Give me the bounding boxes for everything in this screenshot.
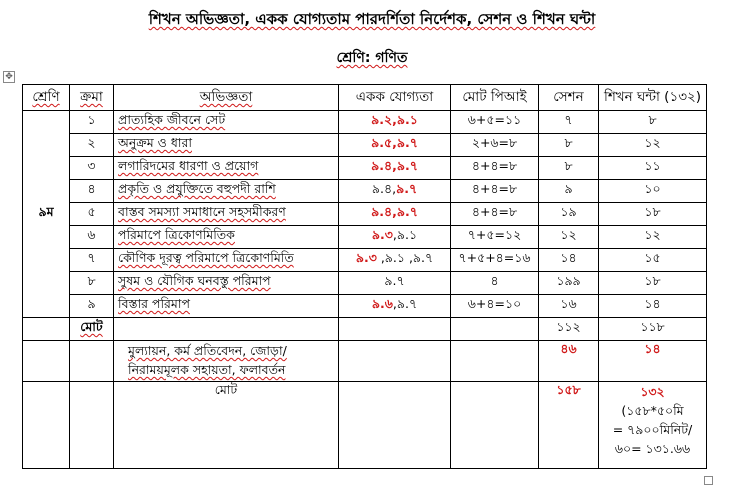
session-cell: ৮: [539, 157, 599, 180]
class-cell: ৯ম: [23, 111, 70, 318]
pi-cell: ৪+৪=৮: [451, 157, 539, 180]
table-header-row: [23, 85, 707, 111]
header-experience: অভিজ্ঞতা: [114, 85, 339, 111]
subtotal-session: ১১২: [539, 318, 599, 341]
assessment-text: মুল্যায়ন, কর্ম প্রতিবেদন, জোড়া/ নিরাময়মূলক সহায়তা, ফলাবর্তন: [114, 341, 339, 382]
header-serial: ক্রমা: [70, 85, 114, 111]
grand-total-label: মোট: [114, 382, 339, 469]
table-row: [23, 226, 707, 249]
serial-cell: ৩: [70, 157, 114, 180]
table-row: [23, 180, 707, 203]
subtotal-label: মোট: [70, 318, 114, 341]
page-subtitle: শ্রেণি: গণিত: [336, 50, 408, 66]
assessment-row: [23, 341, 707, 382]
serial-cell: ১: [70, 111, 114, 134]
pi-cell: ৬+৪=১০: [451, 295, 539, 318]
session-cell: ৯: [539, 180, 599, 203]
session-cell: ৭: [539, 111, 599, 134]
competency-cell: ৯.৪,৯.৭: [339, 180, 451, 203]
competency-cell: ৯.৭: [339, 272, 451, 295]
header-competency: একক যোগ্যতা: [339, 85, 451, 111]
competency-cell: ৯.৫,৯.৭: [339, 134, 451, 157]
competency-cell: ৯.৬,৯.৭: [339, 295, 451, 318]
header-hours: শিখন ঘন্টা (১৩২): [599, 85, 707, 111]
pi-cell: ৪+৪=৮: [451, 203, 539, 226]
competency-cell: ৯.৩,৯.১: [339, 226, 451, 249]
experience-cell: অনুক্রম ও ধারা: [114, 134, 339, 157]
experience-cell: প্রাত্যহিক জীবনে সেট: [114, 111, 339, 134]
pi-cell: ২+৬=৮: [451, 134, 539, 157]
serial-cell: ৭: [70, 249, 114, 272]
session-cell: ১৪: [539, 249, 599, 272]
serial-cell: ৪: [70, 180, 114, 203]
hours-cell: ১২: [599, 134, 707, 157]
table-row: [23, 111, 707, 134]
table-row: [23, 249, 707, 272]
hours-cell: ১৫: [599, 249, 707, 272]
header-session: সেশন: [539, 85, 599, 111]
session-cell: ১৬: [539, 295, 599, 318]
assessment-hours: ১৪: [599, 341, 707, 382]
table-row: [23, 203, 707, 226]
competency-cell: ৯.৪,৯.৭: [339, 203, 451, 226]
serial-cell: ৯: [70, 295, 114, 318]
session-cell: ১২: [539, 226, 599, 249]
experience-cell: লগারিদমের ধারণা ও প্রয়োগ: [114, 157, 339, 180]
grand-total-hours: ১৩২ (১৫৮*৫০মি = ৭৯০০মিনিট/ ৬০= ১৩১.৬৬: [599, 382, 707, 469]
experience-cell: কৌণিক দূরত্ব পরিমাপে ত্রিকোণমিতি: [114, 249, 339, 272]
move-handle-icon[interactable]: ✥: [3, 71, 15, 83]
hours-cell: ১৮: [599, 272, 707, 295]
serial-cell: ৮: [70, 272, 114, 295]
experience-cell: বিস্তার পরিমাপ: [114, 295, 339, 318]
assessment-session: ৪৬: [539, 341, 599, 382]
experience-cell: সুষম ও যৌগিক ঘনবস্তু পরিমাপ: [114, 272, 339, 295]
pi-cell: ৭+৫=১২: [451, 226, 539, 249]
curriculum-table: [22, 84, 707, 469]
table-row: [23, 295, 707, 318]
hours-cell: ১৮: [599, 203, 707, 226]
competency-cell: ৯.৩ ,৯.১ ,৯.৭: [339, 249, 451, 272]
table-row: [23, 157, 707, 180]
serial-cell: ২: [70, 134, 114, 157]
hours-cell: ১৪: [599, 295, 707, 318]
header-class: শ্রেণি: [23, 85, 70, 111]
hours-cell: ১০: [599, 180, 707, 203]
hours-cell: ১১: [599, 157, 707, 180]
experience-cell: প্রকৃতি ও প্রযুক্তিতে বহুপদী রাশি: [114, 180, 339, 203]
page-title: শিখন অভিজ্ঞতা, একক যোগ্যতাম পারদর্শিতা নির্দেশক, সেশন ও শিখন ঘন্টা: [148, 10, 596, 28]
pi-cell: ৬+৫=১১: [451, 111, 539, 134]
competency-cell: ৯.২,৯.১: [339, 111, 451, 134]
header-pi: মোট পিআই: [451, 85, 539, 111]
table-row: [23, 272, 707, 295]
grand-total-row: [23, 382, 707, 469]
serial-cell: ৫: [70, 203, 114, 226]
table-row: [23, 134, 707, 157]
subtotal-row: [23, 318, 707, 341]
serial-cell: ৬: [70, 226, 114, 249]
resize-handle-icon[interactable]: [704, 476, 713, 485]
session-cell: ১৯: [539, 203, 599, 226]
subtotal-hours: ১১৮: [599, 318, 707, 341]
competency-cell: ৯.৪,৯.৭: [339, 157, 451, 180]
hours-cell: ৮: [599, 111, 707, 134]
hours-cell: ১২: [599, 226, 707, 249]
grand-total-session: ১৫৮: [539, 382, 599, 469]
session-cell: ৮: [539, 134, 599, 157]
pi-cell: ৭+৫+৪=১৬: [451, 249, 539, 272]
session-cell: ১৯৯: [539, 272, 599, 295]
experience-cell: পরিমাপে ত্রিকোণমিতিক: [114, 226, 339, 249]
pi-cell: ৪+৪=৮: [451, 180, 539, 203]
experience-cell: বাস্তব সমস্যা সমাধানে সহসমীকরণ: [114, 203, 339, 226]
pi-cell: ৪: [451, 272, 539, 295]
